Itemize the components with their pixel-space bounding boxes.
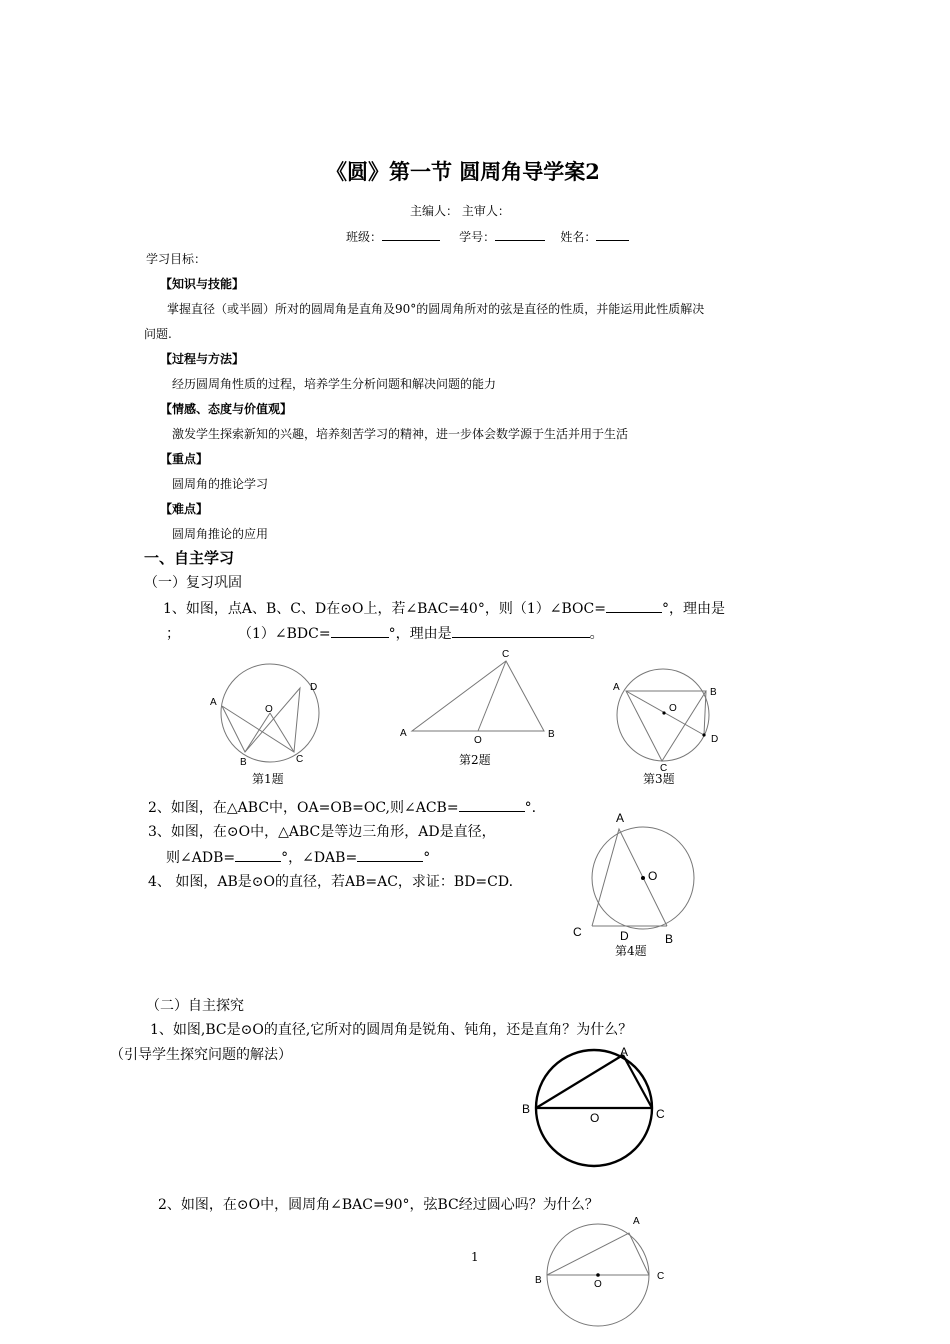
q3-text-b: 则∠ADB= bbox=[166, 850, 236, 866]
q2-text-b: °. bbox=[524, 800, 537, 816]
fig4-label-o: O bbox=[648, 869, 658, 883]
fig3-bd bbox=[704, 691, 706, 735]
difficulty-text: 圆周角推论的应用 bbox=[172, 527, 269, 541]
figure-1-caption: 第1题 bbox=[252, 772, 284, 786]
q1-blank-2[interactable] bbox=[331, 625, 389, 638]
fig1-label-c: C bbox=[296, 754, 304, 765]
editors-line: 主编人： 主审人： bbox=[410, 204, 510, 218]
question-3-line-2 bbox=[166, 849, 430, 866]
fig4-label-a: A bbox=[616, 811, 625, 825]
fig1-label-d: D bbox=[310, 682, 318, 693]
fig5-ab bbox=[536, 1055, 623, 1108]
fig3-label-o: O bbox=[669, 703, 677, 714]
explore-question-1: 1、如图,BC是⊙O的直径,它所对的圆周角是锐角、钝角，还是直角？为什么？ bbox=[150, 1022, 633, 1038]
q1-text-c: ； bbox=[166, 626, 180, 642]
question-2 bbox=[148, 799, 536, 816]
fig4-label-c: C bbox=[573, 925, 582, 939]
fig2-label-c: C bbox=[502, 649, 510, 660]
difficulty-heading: 【难点】 bbox=[160, 502, 209, 516]
fig5-label-c: C bbox=[656, 1107, 665, 1121]
fig5-label-b: B bbox=[522, 1102, 531, 1116]
knowledge-text-2: 问题. bbox=[144, 327, 172, 341]
subsection-explore: （二）自主探究 bbox=[146, 998, 244, 1014]
fig3-triangle bbox=[626, 691, 706, 761]
id-blank[interactable] bbox=[495, 228, 545, 241]
question-1-line-1 bbox=[163, 600, 725, 617]
fig5-label-o: O bbox=[590, 1111, 600, 1125]
name-blank[interactable] bbox=[596, 228, 629, 241]
question-3-line-1: 3、如图，在⊙O中，△ABC是等边三角形，AD是直径， bbox=[148, 824, 496, 840]
fig1-label-b: B bbox=[240, 757, 247, 768]
fig4-label-d: D bbox=[620, 929, 629, 943]
figure-5 bbox=[516, 1042, 676, 1172]
fig2-label-b: B bbox=[548, 729, 555, 740]
figure-3-caption: 第3题 bbox=[643, 772, 675, 786]
emotion-heading: 【情感、态度与价值观】 bbox=[160, 402, 293, 416]
fig6-center bbox=[596, 1273, 600, 1277]
goals-heading: 学习目标： bbox=[146, 252, 207, 266]
fig3-label-d: D bbox=[711, 734, 719, 745]
fig2-label-a: A bbox=[400, 728, 407, 739]
fig1-ob bbox=[245, 713, 270, 752]
emotion-text: 激发学生探索新知的兴趣，培养刻苦学习的精神，进一步体会数学源于生活并用于生活 bbox=[172, 427, 629, 441]
q1-text-b: °，理由是 bbox=[661, 601, 725, 617]
knowledge-heading: 【知识与技能】 bbox=[160, 277, 245, 291]
fig5-ac bbox=[623, 1055, 652, 1108]
figure-3 bbox=[610, 665, 730, 775]
question-4: 4、 如图，AB是⊙O的直径，若AB=AC，求证：BD=CD. bbox=[148, 874, 514, 890]
page-title: 《圆》第一节 圆周角导学案2 bbox=[326, 159, 600, 184]
fig3-label-c: C bbox=[660, 763, 668, 774]
explore-question-2: 2、如图，在⊙O中，圆周角∠BAC=90°，弦BC经过圆心吗？为什么？ bbox=[158, 1197, 599, 1213]
figure-2-caption: 第2题 bbox=[459, 753, 491, 767]
fig3-label-a: A bbox=[613, 682, 620, 693]
name-label: 姓名： bbox=[560, 230, 597, 244]
q2-blank[interactable] bbox=[459, 799, 525, 812]
fig6-label-b: B bbox=[535, 1275, 542, 1286]
q3-text-c: °，∠DAB= bbox=[281, 850, 358, 866]
student-info bbox=[346, 228, 629, 245]
fig4-label-b: B bbox=[665, 932, 674, 946]
fig1-oc bbox=[270, 713, 294, 752]
keypoint-heading: 【重点】 bbox=[160, 452, 209, 466]
q2-text-a: 2、如图，在△ABC中，OA=OB=OC,则∠ACB= bbox=[148, 800, 459, 816]
explore-question-1-hint: （引导学生探究问题的解法） bbox=[110, 1047, 292, 1063]
keypoint-text: 圆周角的推论学习 bbox=[172, 477, 269, 491]
process-text: 经历圆周角性质的过程，培养学生分析问题和解决问题的能力 bbox=[172, 377, 497, 391]
fig5-label-a: A bbox=[620, 1045, 629, 1059]
fig1-label-a: A bbox=[210, 697, 217, 708]
fig1-label-o: O bbox=[265, 704, 273, 715]
q1-text-a: 1、如图，点A、B、C、D在⊙O上，若∠BAC=40°，则（1）∠BOC= bbox=[163, 601, 606, 617]
q1-text-f: 。 bbox=[589, 626, 604, 642]
q3-text-d: ° bbox=[423, 850, 431, 866]
q1-blank-3[interactable] bbox=[452, 625, 590, 638]
q3-blank-1[interactable] bbox=[235, 849, 281, 862]
q3-blank-2[interactable] bbox=[357, 849, 423, 862]
q1-blank-1[interactable] bbox=[606, 600, 662, 613]
question-1-line-2 bbox=[166, 625, 604, 642]
fig3-circle bbox=[617, 669, 709, 761]
class-label: 班级： bbox=[346, 230, 383, 244]
fig6-label-o: O bbox=[594, 1279, 602, 1290]
fig6-label-c: C bbox=[657, 1271, 665, 1282]
figure-4-caption: 第4题 bbox=[615, 944, 647, 958]
fig3-point-d bbox=[702, 733, 705, 736]
figure-1 bbox=[208, 668, 328, 768]
fig2-label-o: O bbox=[474, 735, 482, 746]
page-number: 1 bbox=[471, 1250, 479, 1264]
q1-text-e: °，理由是 bbox=[388, 626, 452, 642]
section-heading: 一、自主学习 bbox=[144, 549, 235, 567]
knowledge-text-1: 掌握直径（或半圆）所对的圆周角是直角及90°的圆周角所对的弦是直径的性质，并能运用此性质解决 bbox=[167, 302, 705, 316]
subsection-review: （一）复习巩固 bbox=[144, 575, 242, 591]
fig6-label-a: A bbox=[633, 1216, 640, 1227]
q1-text-d: （1）∠BDC= bbox=[238, 626, 331, 642]
fig6-lines bbox=[547, 1233, 649, 1275]
fig2-triangle bbox=[412, 661, 544, 731]
class-blank[interactable] bbox=[382, 228, 440, 241]
process-heading: 【过程与方法】 bbox=[160, 352, 245, 366]
fig3-center bbox=[662, 711, 665, 714]
figure-4 bbox=[570, 810, 700, 950]
fig4-center bbox=[641, 876, 645, 880]
fig3-label-b: B bbox=[710, 687, 717, 698]
figure-6 bbox=[530, 1213, 680, 1323]
figure-2 bbox=[398, 645, 558, 745]
id-label: 学号： bbox=[459, 230, 496, 244]
